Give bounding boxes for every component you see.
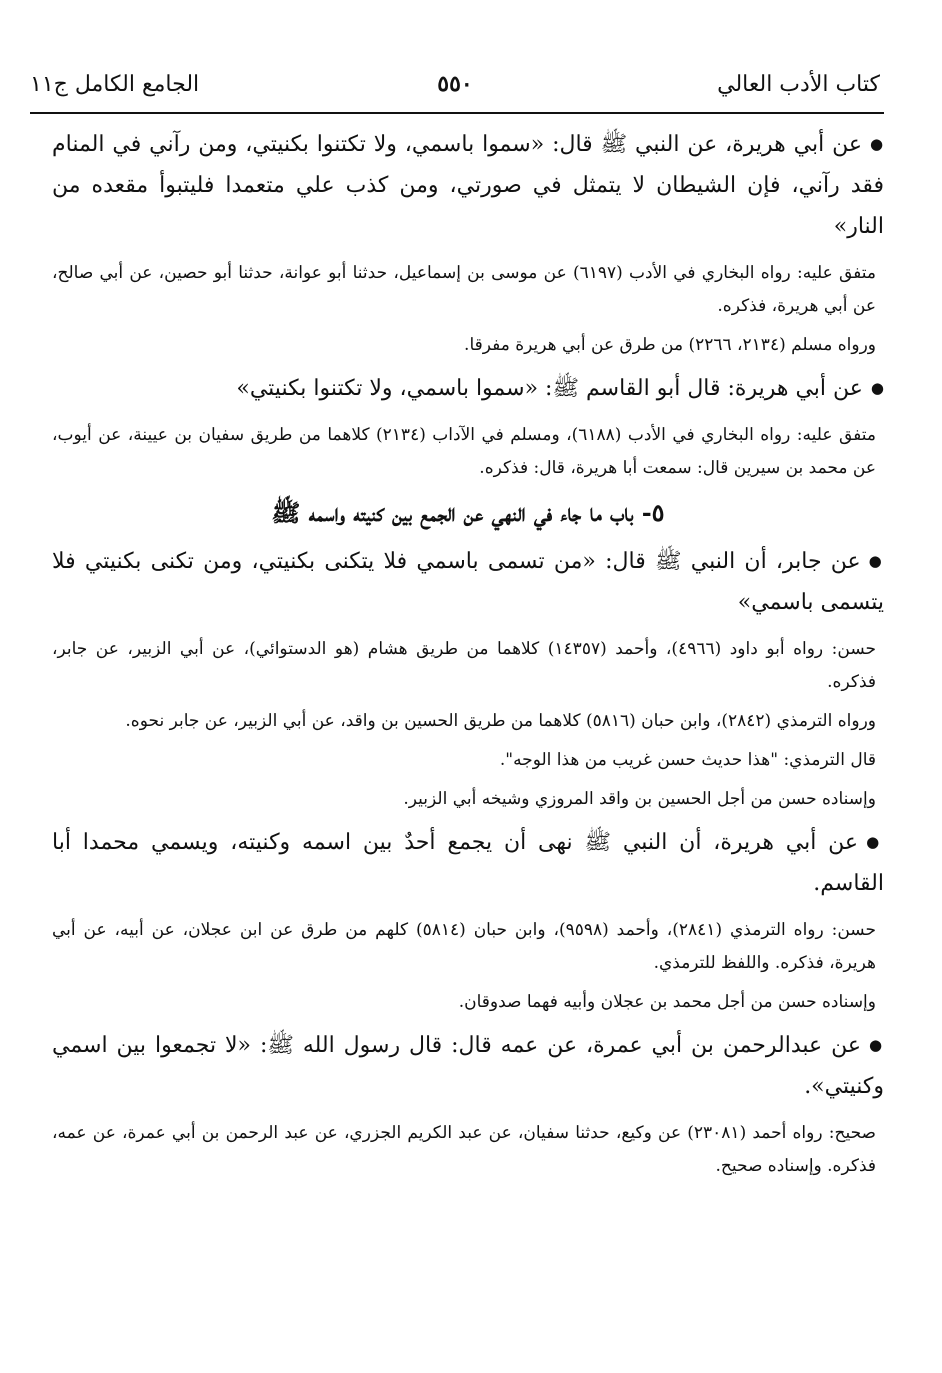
- takhrij-note: متفق عليه: رواه البخاري في الأدب (٦١٩٧) عن موسى بن إسماعيل، حدثنا أبو عوانة، حدثنا أبو حصين، عن أبي صالح، عن أبي هريرة، فذكره.: [52, 263, 876, 316]
- page-body: [52, 124, 884, 1189]
- takhrij-note: حسن: رواه الترمذي (٢٨٤١)، وأحمد (٩٥٩٨)، وابن حبان (٥٨١٤) كلهم من طرق عن ابن عجلان، عن أبيه، عن أبي هريرة، فذكره. واللفظ للترمذي.: [52, 920, 876, 973]
- hadith-paragraph: [52, 822, 884, 904]
- takhrij-note: قال الترمذي: "هذا حديث حسن غريب من هذا الوجه".: [499, 750, 876, 770]
- takhrij-note: وإسناده حسن من أجل محمد بن عجلان وأبيه فهما صدوقان.: [458, 992, 876, 1012]
- takhrij-note: ورواه الترمذي (٢٨٤٢)، وابن حبان (٥٨١٦) كلاهما من طريق الحسين بن واقد، عن أبي الزبير، عن جابر نحوه.: [125, 711, 876, 731]
- hadith-paragraph: [52, 124, 884, 247]
- header-divider: [30, 112, 884, 114]
- hadith-text: عن جابر، أن النبي ﷺ قال: «من تسمى باسمي فلا يتكنى بكنيتي، ومن تكنى بكنيتي فلا يتسمى باسمي»: [52, 549, 884, 615]
- takhrij-note: متفق عليه: رواه البخاري في الأدب (٦١٨٨)، ومسلم في الآداب (٢١٣٤) كلاهما من طريق سفيان بن عيينة، عن أيوب، عن محمد بن سيرين قال: سمعت أبا هريرة، قال: فذكره.: [52, 425, 876, 478]
- takhrij-note: صحيح: رواه أحمد (٢٣٠٨١) عن وكيع، حدثنا سفيان، عن عبد الكريم الجزري، عن عبد الرحمن بن أبي عمرة، عن عمه، فذكره. وإسناده صحيح.: [52, 1123, 876, 1176]
- page-header: [30, 62, 880, 106]
- hadith-text: عن عبدالرحمن بن أبي عمرة، عن عمه قال: قال رسول الله ﷺ: «لا تجمعوا بين اسمي وكنيتي».: [52, 1033, 884, 1099]
- page-number: ٥٥٠: [437, 71, 473, 97]
- chapter-heading: ٥- باب ما جاء في النهي عن الجمع بين كنيته واسمه ﷺ: [271, 498, 665, 527]
- bullet-icon: ●: [870, 379, 884, 397]
- hadith-paragraph: [52, 1025, 884, 1107]
- takhrij-note: حسن: رواه أبو داود (٤٩٦٦)، وأحمد (١٤٣٥٧) كلاهما من طريق هشام (هو الدستوائي)، عن أبي الزبير، عن جابر، فذكره.: [52, 639, 876, 692]
- takhrij-note: ورواه مسلم (٢١٣٤، ٢٢٦٦) من طرق عن أبي هريرة مفرقا.: [464, 335, 876, 355]
- bullet-icon: ●: [868, 1036, 884, 1054]
- bullet-icon: ●: [868, 552, 884, 570]
- hadith-text: عن أبي هريرة، أن النبي ﷺ نهى أن يجمع أحدٌ بين اسمه وكنيته، ويسمي محمدا أبا القاسم.: [52, 830, 884, 896]
- hadith-paragraph: [52, 541, 884, 623]
- hadith-text: عن أبي هريرة، عن النبي ﷺ قال: «سموا باسمي، ولا تكتنوا بكنيتي، ومن رآني في المنام فقد رآني، فإن الشيطان لا يتمثل في صورتي، ومن كذب علي متعمدا فليتبوأ مقعده من النار»: [52, 132, 884, 239]
- hadith-paragraph: [52, 368, 884, 409]
- bullet-icon: ●: [866, 833, 884, 851]
- hadith-text: عن أبي هريرة: قال أبو القاسم ﷺ: «سموا باسمي، ولا تكتنوا بكنيتي»: [236, 376, 863, 401]
- volume-title: الجامع الكامل ج١١: [30, 71, 200, 97]
- book-title: كتاب الأدب العالي: [717, 71, 880, 97]
- takhrij-note: وإسناده حسن من أجل الحسين بن واقد المروزي وشيخه أبي الزبير.: [403, 789, 876, 809]
- bullet-icon: ●: [870, 135, 884, 153]
